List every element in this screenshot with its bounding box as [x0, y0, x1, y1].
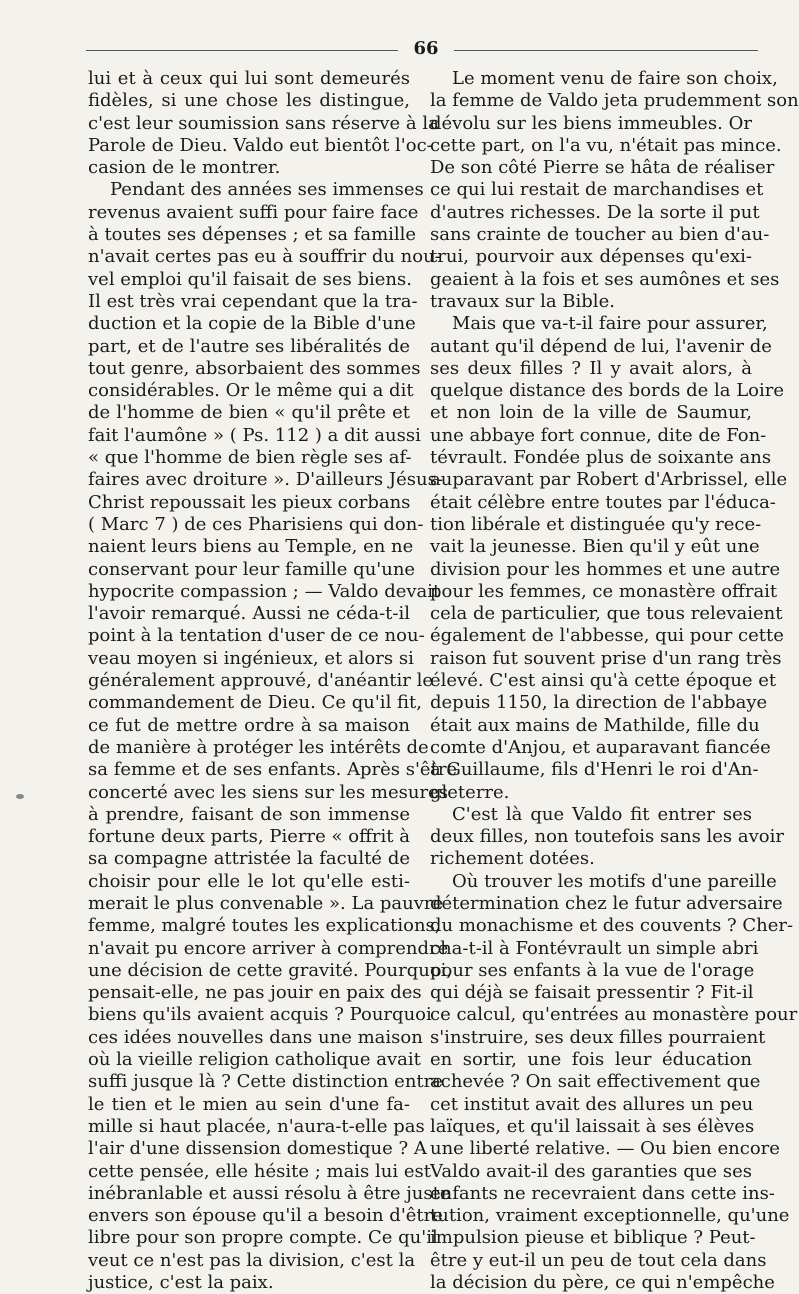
- text-line: Où trouver les motifs d'une pareille: [452, 870, 777, 892]
- text-line: revenus avaient suffi pour faire face: [88, 201, 419, 223]
- text-line: merait le plus convenable ». La pauvre: [88, 892, 444, 914]
- text-line: cet institut avait des allures un peu: [430, 1093, 754, 1115]
- text-line: trui, pourvoir aux dépenses qu'exi-: [430, 246, 752, 268]
- text-line: cette part, on l'a vu, n'était pas mince.: [430, 134, 782, 156]
- text-line: tution, vraiment exceptionnelle, qu'une: [430, 1205, 790, 1227]
- text-line: libre pour son propre compte. Ce qu'il: [88, 1227, 438, 1249]
- text-line: ( Marc 7 ) de ces Pharisiens qui don-: [88, 513, 424, 535]
- text-line: quelque distance des bords de la Loire: [430, 380, 785, 402]
- text-line: sans crainte de toucher au bien d'au-: [430, 224, 770, 246]
- text-line: pour les femmes, ce monastère offrait: [430, 580, 778, 602]
- header-rule-right: [454, 50, 758, 51]
- text-line: généralement approuvé, d'anéantir le: [88, 670, 434, 692]
- text-line: femme, malgré toutes les explications,: [88, 915, 441, 937]
- text-line: pensait-elle, ne pas jouir en paix des: [88, 982, 422, 1004]
- page-number: 66: [413, 38, 439, 59]
- text-line: richement dotées.: [430, 848, 595, 870]
- text-line: inébranlable et aussi résolu à être juste: [88, 1182, 451, 1204]
- text-line: s'instruire, ses deux filles pourraient: [430, 1026, 766, 1048]
- text-line: être y eut-il un peu de tout cela dans: [430, 1249, 767, 1271]
- text-line: une abbaye fort connue, dite de Fon-: [430, 424, 767, 446]
- text-line: où la vieille religion catholique avait: [88, 1049, 421, 1071]
- text-line: casion de le montrer.: [88, 157, 281, 179]
- text-line: de manière à protéger les intérêts de: [88, 736, 429, 758]
- text-line: d'autres richesses. De la sorte il put: [430, 201, 760, 223]
- text-line: geaient à la fois et ses aumônes et ses: [430, 268, 780, 290]
- text-line: ce calcul, qu'entrées au monastère pour: [430, 1004, 798, 1026]
- text-line: ses deux filles ? Il y avait alors, à: [430, 357, 752, 379]
- text-line: l'avoir remarqué. Aussi ne céda-t-il: [88, 603, 410, 625]
- text-line: et non loin de la ville de Saumur,: [430, 402, 752, 424]
- text-line: Valdo avait-il des garanties que ses: [430, 1160, 752, 1182]
- text-line: cha-t-il à Fontévrault un simple abri: [430, 937, 759, 959]
- text-line: fait l'aumône » ( Ps. 112 ) a dit aussi: [88, 424, 421, 446]
- text-line: sa compagne attristée la faculté de: [88, 848, 410, 870]
- text-line: gleterre.: [430, 781, 510, 803]
- text-line: lui et à ceux qui lui sont demeurés: [88, 68, 410, 89]
- text-line: hypocrite compassion ; — Valdo devait: [88, 580, 441, 602]
- text-line: Le moment venu de faire son choix,: [452, 68, 778, 89]
- text-line: ce fut de mettre ordre à sa maison: [88, 714, 410, 736]
- text-line: pour ses enfants à la vue de l'orage: [430, 959, 755, 981]
- text-line: concerté avec les siens sur les mesures: [88, 781, 448, 803]
- text-line: division pour les hommes et une autre: [430, 558, 781, 580]
- text-line: le tien et le mien au sein d'une fa-: [88, 1093, 410, 1115]
- text-line: n'avait certes pas eu à souffrir du nou-: [88, 246, 441, 268]
- text-line: Christ repoussait les pieux corbans: [88, 491, 411, 513]
- text-line: laïques, et qu'il laissait à ses élèves: [430, 1115, 755, 1137]
- text-line: duction et la copie de la Bible d'une: [88, 313, 416, 335]
- text-line: Pendant des années ses immenses: [110, 179, 424, 201]
- ink-speck: [16, 794, 24, 799]
- text-line: qui déjà se faisait pressentir ? Fit-il: [430, 982, 754, 1004]
- text-line: suffi jusque là ? Cette distinction entre: [88, 1071, 443, 1093]
- text-line: la décision du père, ce qui n'empêche: [430, 1272, 775, 1294]
- text-line: depuis 1150, la direction de l'abbaye: [430, 692, 768, 714]
- text-line: vel emploi qu'il faisait de ses biens.: [88, 268, 412, 290]
- text-line: veau moyen si ingénieux, et alors si: [88, 647, 414, 669]
- text-line: De son côté Pierre se hâta de réaliser: [430, 157, 775, 179]
- text-line: était aux mains de Mathilde, fille du: [430, 714, 760, 736]
- text-line: fidèles, si une chose les distingue,: [88, 90, 410, 112]
- text-line: C'est là que Valdo fit entrer ses: [452, 803, 752, 825]
- text-line: la femme de Valdo jeta prudemment son: [430, 90, 799, 112]
- text-line: était célèbre entre toutes par l'éduca-: [430, 491, 776, 513]
- text-line: autant qu'il dépend de lui, l'avenir de: [430, 335, 772, 357]
- text-line: à toutes ses dépenses ; et sa famille: [88, 224, 417, 246]
- text-line: achevée ? On sait effectivement que: [430, 1071, 761, 1093]
- text-line: mille si haut placée, n'aura-t-elle pas: [88, 1115, 425, 1137]
- text-line: point à la tentation d'user de ce nou-: [88, 625, 425, 647]
- text-line: ces idées nouvelles dans une maison: [88, 1026, 423, 1048]
- text-line: une liberté relative. — Ou bien encore: [430, 1138, 780, 1160]
- page-header: [86, 0, 758, 62]
- text-line: auparavant par Robert d'Arbrissel, elle: [430, 469, 788, 491]
- header-rule-left: [86, 50, 398, 51]
- right-text-column: [430, 68, 799, 1294]
- text-line: tévrault. Fondée plus de soixante ans: [430, 447, 772, 469]
- text-line: Parole de Dieu. Valdo eut bientôt l'oc-: [88, 134, 433, 156]
- text-line: commandement de Dieu. Ce qu'il fit,: [88, 692, 423, 714]
- text-line: l'air d'une dissension domestique ? A: [88, 1138, 427, 1160]
- text-line: tout genre, absorbaient des sommes: [88, 357, 421, 379]
- text-line: dévolu sur les biens immeubles. Or: [430, 112, 752, 134]
- text-line: tion libérale et distinguée qu'y rece-: [430, 513, 762, 535]
- text-line: deux filles, non toutefois sans les avoir: [430, 826, 784, 848]
- text-line: veut ce n'est pas la division, c'est la: [88, 1249, 416, 1271]
- text-line: considérables. Or le même qui a dit: [88, 380, 414, 402]
- text-line: sa femme et de ses enfants. Après s'être: [88, 759, 458, 781]
- text-line: part, et de l'autre ses libéralités de: [88, 335, 410, 357]
- text-line: travaux sur la Bible.: [430, 290, 615, 312]
- text-line: Il est très vrai cependant que la tra-: [88, 290, 418, 312]
- text-line: faires avec droiture ». D'ailleurs Jésus-: [88, 469, 443, 491]
- text-line: du monachisme et des couvents ? Cher-: [430, 915, 794, 937]
- text-line: ce qui lui restait de marchandises et: [430, 179, 764, 201]
- text-line: élevé. C'est ainsi qu'à cette époque et: [430, 670, 777, 692]
- text-line: fortune deux parts, Pierre « offrit à: [88, 826, 410, 848]
- text-line: détermination chez le futur adversaire: [430, 892, 783, 914]
- text-line: c'est leur soumission sans réserve à la: [88, 112, 439, 134]
- text-line: vait la jeunesse. Bien qu'il y eût une: [430, 536, 760, 558]
- text-line: impulsion pieuse et biblique ? Peut-: [430, 1227, 756, 1249]
- text-line: choisir pour elle le lot qu'elle esti-: [88, 870, 410, 892]
- text-line: comte d'Anjou, et auparavant fiancée: [430, 736, 771, 758]
- text-line: naient leurs biens au Temple, en ne: [88, 536, 414, 558]
- text-line: en sortir, une fois leur éducation: [430, 1049, 752, 1071]
- text-line: cela de particulier, que tous relevaient: [430, 603, 783, 625]
- text-line: justice, c'est la paix.: [88, 1272, 274, 1294]
- text-line: biens qu'ils avaient acquis ? Pourquoi: [88, 1004, 432, 1026]
- left-text-column: [88, 68, 458, 1294]
- text-line: cette pensée, elle hésite ; mais lui est: [88, 1160, 431, 1182]
- text-line: également de l'abbesse, qui pour cette: [430, 625, 784, 647]
- text-line: raison fut souvent prise d'un rang très: [430, 647, 782, 669]
- text-line: une décision de cette gravité. Pourquoi,: [88, 959, 453, 981]
- text-line: de l'homme de bien « qu'il prête et: [88, 402, 410, 424]
- text-line: à prendre, faisant de son immense: [88, 803, 410, 825]
- text-line: Mais que va-t-il faire pour assurer,: [452, 313, 768, 335]
- text-line: n'avait pu encore arriver à comprendre: [88, 937, 449, 959]
- text-line: enfants ne recevraient dans cette ins-: [430, 1182, 775, 1204]
- text-line: à Guillaume, fils d'Henri le roi d'An-: [430, 759, 759, 781]
- text-line: conservant pour leur famille qu'une: [88, 558, 416, 580]
- text-line: envers son épouse qu'il a besoin d'être: [88, 1205, 443, 1227]
- text-line: « que l'homme de bien règle ses af-: [88, 447, 412, 469]
